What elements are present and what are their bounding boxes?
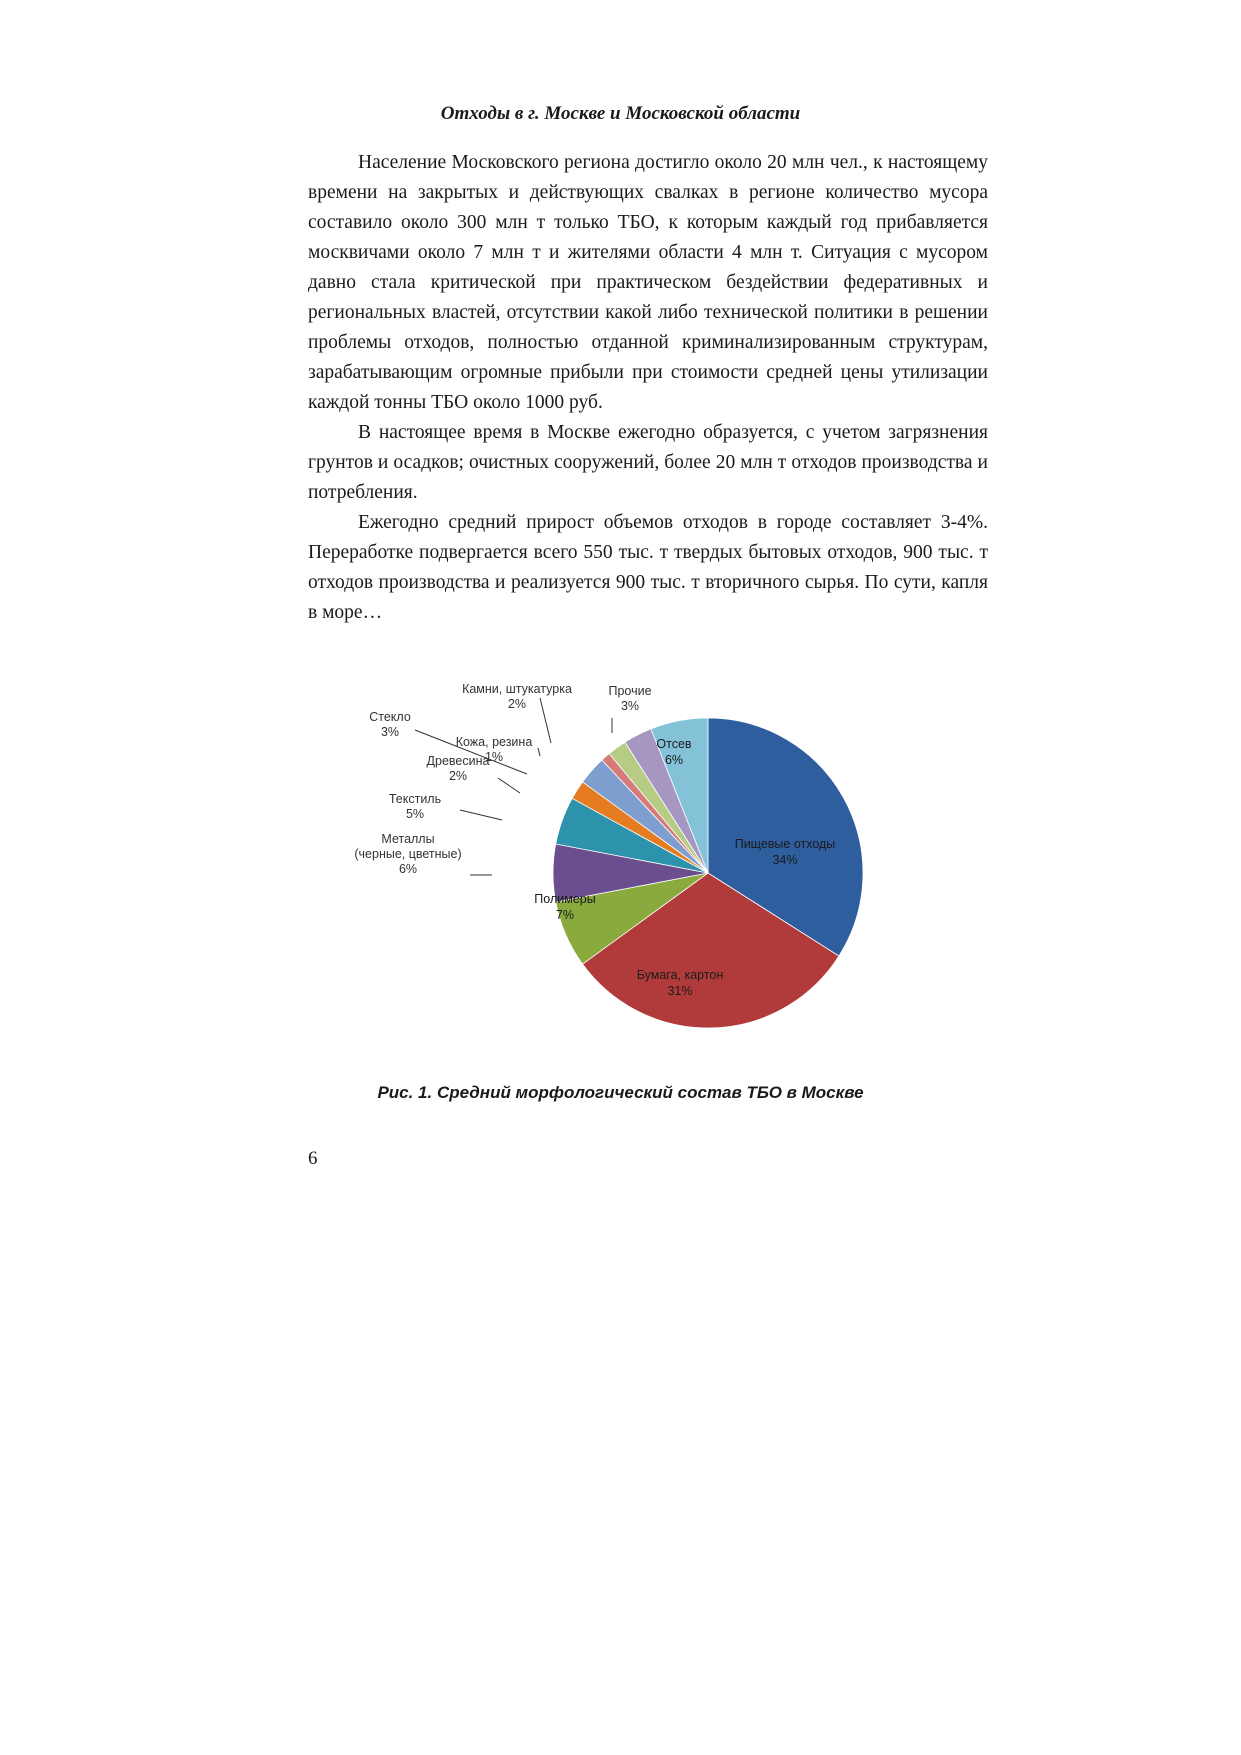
- leader-line: [460, 810, 502, 820]
- page-number: 6: [308, 1148, 318, 1169]
- pie-chart: [354, 668, 880, 1068]
- paragraph: Ежегодно средний прирост объемов отходов в городе составляет 3-4%. Переработке подвергается всего 550 тыс. т твердых бытовых отходов, 900 тыс. т отходов производства и реализуется 900 тыс. т вторичного сырья. По сути, капля в море…: [308, 512, 988, 623]
- slice-label: Металлы: [381, 832, 435, 846]
- slice-label: Отсев: [656, 737, 692, 751]
- slice-label: Пищевые отходы: [734, 837, 836, 851]
- leader-line: [498, 778, 520, 793]
- slice-label: Полимеры: [534, 892, 596, 906]
- slice-value-label: 5%: [405, 807, 425, 821]
- leader-line: [540, 698, 551, 743]
- body-text: [308, 148, 988, 628]
- slice-value-label: 31%: [667, 984, 693, 998]
- slice-value-label: 3%: [620, 699, 640, 713]
- slice-label: Текстиль: [388, 792, 442, 806]
- figure-caption: Рис. 1. Средний морфологический состав ТБО в Москве: [377, 1083, 864, 1102]
- slice-value-label: 6%: [398, 862, 418, 876]
- slice-label: Камни, штукатурка: [462, 682, 572, 696]
- slice-value-label: 7%: [555, 908, 575, 922]
- slice-label: Древесина: [426, 754, 490, 768]
- slice-value-label: 6%: [664, 753, 684, 767]
- slice-value-label: 34%: [772, 853, 798, 867]
- slice-label: Прочие: [608, 684, 652, 698]
- paragraph: В настоящее время в Москве ежегодно образуется, с учетом загрязнения грунтов и осадков; очистных сооружений, более 20 млн т отходов производства и потребления.: [308, 422, 988, 503]
- paragraph: Население Московского региона достигло около 20 млн чел., к настоящему времени на закрытых и действующих свалках в регионе количество мусора составило около 300 млн т только ТБО, к которым каждый год прибавляется москвичами около 7 млн т и жителями области 4 млн т. Ситуация с мусором давно стала критической при практическом бездействии федеративных и региональных властей, отсутствии какой либо технической политики в решении проблемы отходов, полностью отданной криминализированным структурам, зарабатывающим огромные прибыли при стоимости средней цены утилизации каждой тонны ТБО около 1000 руб.: [308, 152, 988, 413]
- slice-label: Кожа, резина: [455, 735, 533, 749]
- slice-value-label: 2%: [448, 769, 468, 783]
- slice-label: (черные, цветные): [354, 847, 462, 861]
- slice-value-label: 1%: [484, 750, 504, 764]
- leader-line: [538, 748, 540, 756]
- running-header: Отходы в г. Москве и Московской области: [440, 103, 801, 124]
- pie-chart-container: [354, 668, 880, 1068]
- slice-value-label: 3%: [380, 725, 400, 739]
- slice-value-label: 2%: [507, 697, 527, 711]
- slice-label: Стекло: [369, 710, 411, 724]
- slice-label: Бумага, картон: [636, 968, 724, 982]
